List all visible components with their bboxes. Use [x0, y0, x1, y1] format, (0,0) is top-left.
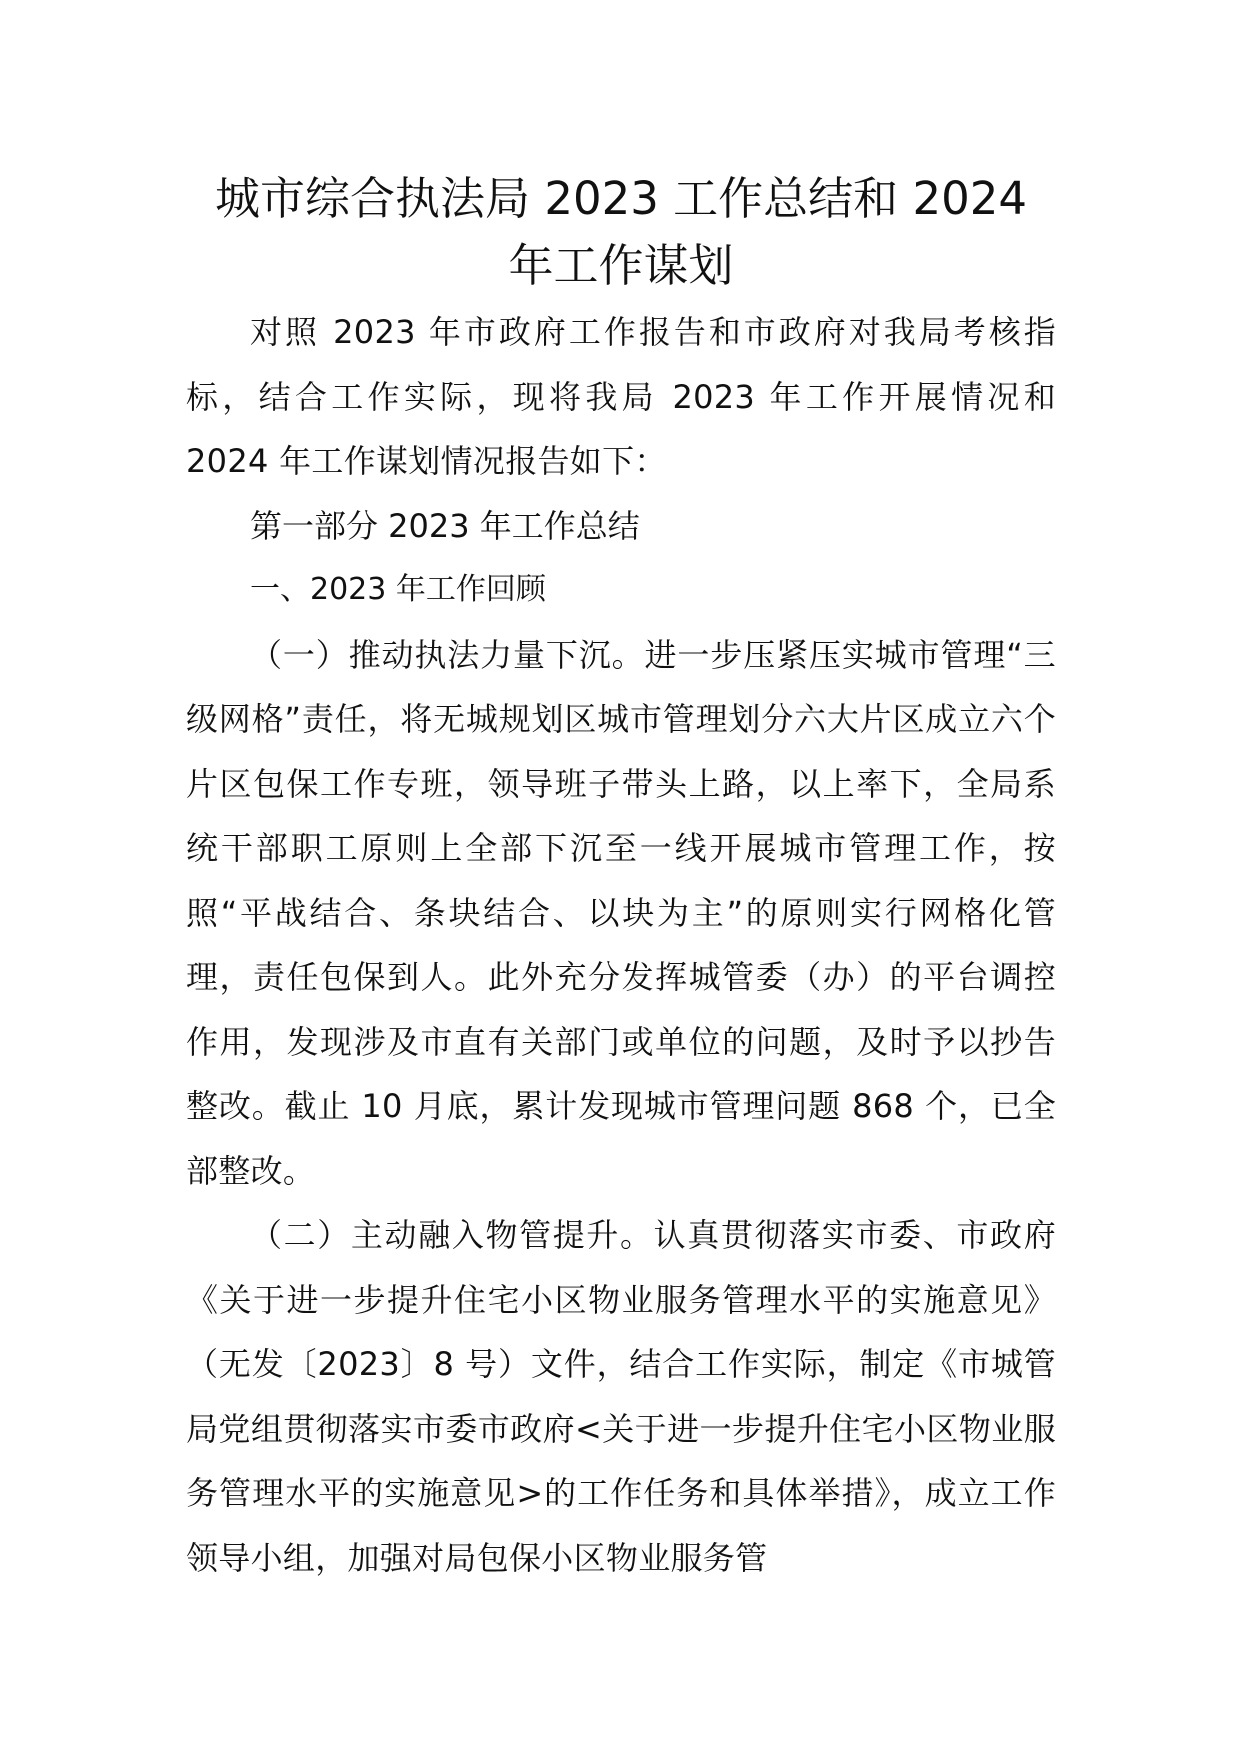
document-body	[186, 165, 1056, 1590]
section-heading: 一、2023 年工作回顾	[250, 572, 546, 607]
part-heading: 第一部分 2023 年工作总结	[250, 506, 640, 545]
body-paragraph-2: （二）主动融入物管提升。认真贯彻落实市委、市政府《关于进一步提升住宅小区物业服务管理水平的实施意见》（无发〔2023〕8 号）文件，结合工作实际，制定《市城管局党组贯彻落实市委市政府<关于进一步提升住宅小区物业服务管理水平的实施意见>的工作任务和具体举措》，成立工作领导小组，加强对局包保小区物业服务管	[186, 1216, 1056, 1577]
title-line-1: 城市综合执法局 2023 工作总结和 2024	[215, 172, 1027, 225]
title-line-2: 年工作谋划	[508, 239, 734, 292]
document-title	[186, 165, 1056, 299]
body-paragraph-1: （一）推动执法力量下沉。进一步压紧压实城市管理“三级网格”责任，将无城规划区城市管理划分六大片区成立六个片区包保工作专班，领导班子带头上路，以上率下，全局系统干部职工原则上全部下沉至一线开展城市管理工作，按照“平战结合、条块结合、以块为主”的原则实行网格化管理，责任包保到人。此外充分发挥城管委（办）的平台调控作用，发现涉及市直有关部门或单位的问题，及时予以抄告整改。截止 10 月底，累计发现城市管理问题 868 个，已全部整改。	[186, 635, 1056, 1190]
intro-paragraph: 对照 2023 年市政府工作报告和市政府对我局考核指标，结合工作实际，现将我局 2023 年工作开展情况和 2024 年工作谋划情况报告如下：	[186, 313, 1056, 480]
